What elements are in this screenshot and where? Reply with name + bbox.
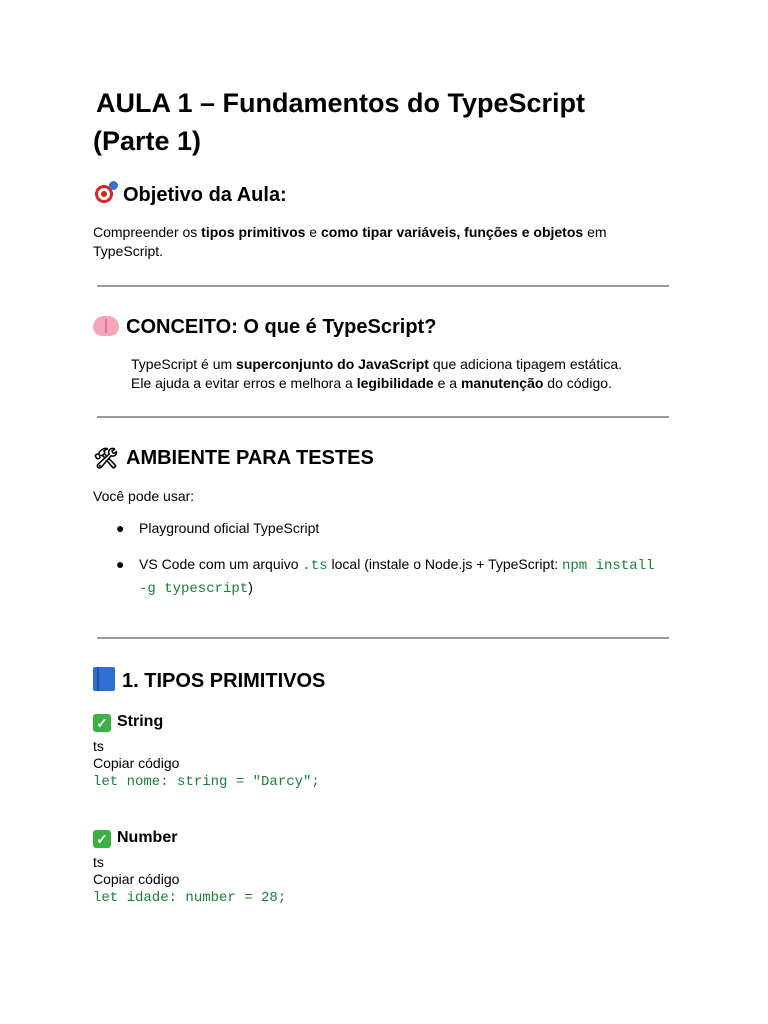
bold-span: como tipar variáveis, funções e objetos [320,224,584,240]
book-icon [93,667,115,691]
ambiente-intro: Você pode usar: [93,488,195,504]
text-span: ) [248,579,253,595]
horizontal-rule [97,637,669,639]
bold-span: manutenção [460,375,544,391]
bullet-dot-icon: ● [116,556,125,572]
copy-code-button[interactable]: Copiar código [93,755,180,771]
text-span: que adiciona tipagem estática. [428,356,622,372]
text-span: e [305,224,321,240]
bold-span: legibilidade [356,375,434,391]
list-item [116,554,671,600]
text-span: Ele ajuda a evitar erros e melhora a [131,375,357,391]
text-span: e a [433,375,461,391]
text-span: local (instale o Node.js + TypeScript: [327,556,562,572]
list-item-text [139,554,671,600]
conceito-heading [93,314,436,340]
text-span: Compreender os [93,224,202,240]
title-line-2: (Parte 1) [93,126,202,156]
bold-span: tipos primitivos [201,224,306,240]
page-title [93,84,673,160]
code-language-label: ts [93,738,104,754]
text-span: VS Code com um arquivo [139,556,303,572]
ambiente-heading-text: AMBIENTE PARA TESTES [126,447,374,469]
objetivo-paragraph [93,223,673,261]
list-item-text: Playground oficial TypeScript [139,520,320,536]
text-span: do código. [543,375,612,391]
objetivo-heading [93,182,287,208]
tools-icon: 🛠 [93,448,119,470]
inline-code: .ts [302,558,328,574]
number-heading [93,827,177,849]
bullet-dot-icon: ● [116,520,125,536]
horizontal-rule [97,285,669,287]
objetivo-heading-text: Objetivo da Aula: [123,184,287,206]
check-icon: ✓ [93,714,111,732]
ambiente-heading [93,445,374,472]
copy-code-button[interactable]: Copiar código [93,871,180,887]
tipos-heading-text: 1. TIPOS PRIMITIVOS [122,670,326,692]
number-heading-text: Number [117,829,178,846]
inline-code: -g typescript [139,581,249,597]
inline-code: npm install [561,558,655,574]
string-heading [93,711,163,733]
horizontal-rule [97,416,669,418]
text-span: em [583,224,607,240]
target-icon [93,183,115,205]
list-item [116,518,671,539]
title-line-1: AULA 1 – Fundamentos do TypeScript [96,88,586,118]
code-language-label: ts [93,854,104,870]
conceito-heading-text: CONCEITO: O que é TypeScript? [126,316,437,338]
code-block: let nome: string = "Darcy"; [93,774,320,790]
brain-icon [93,316,119,336]
code-block: let idade: number = 28; [93,890,287,906]
bold-span: superconjunto do JavaScript [236,356,429,372]
conceito-paragraph [131,355,671,393]
text-span: TypeScript. [93,243,164,259]
string-heading-text: String [117,713,164,730]
tipos-heading [93,667,325,694]
text-span: TypeScript é um [131,356,237,372]
check-icon: ✓ [93,830,111,848]
